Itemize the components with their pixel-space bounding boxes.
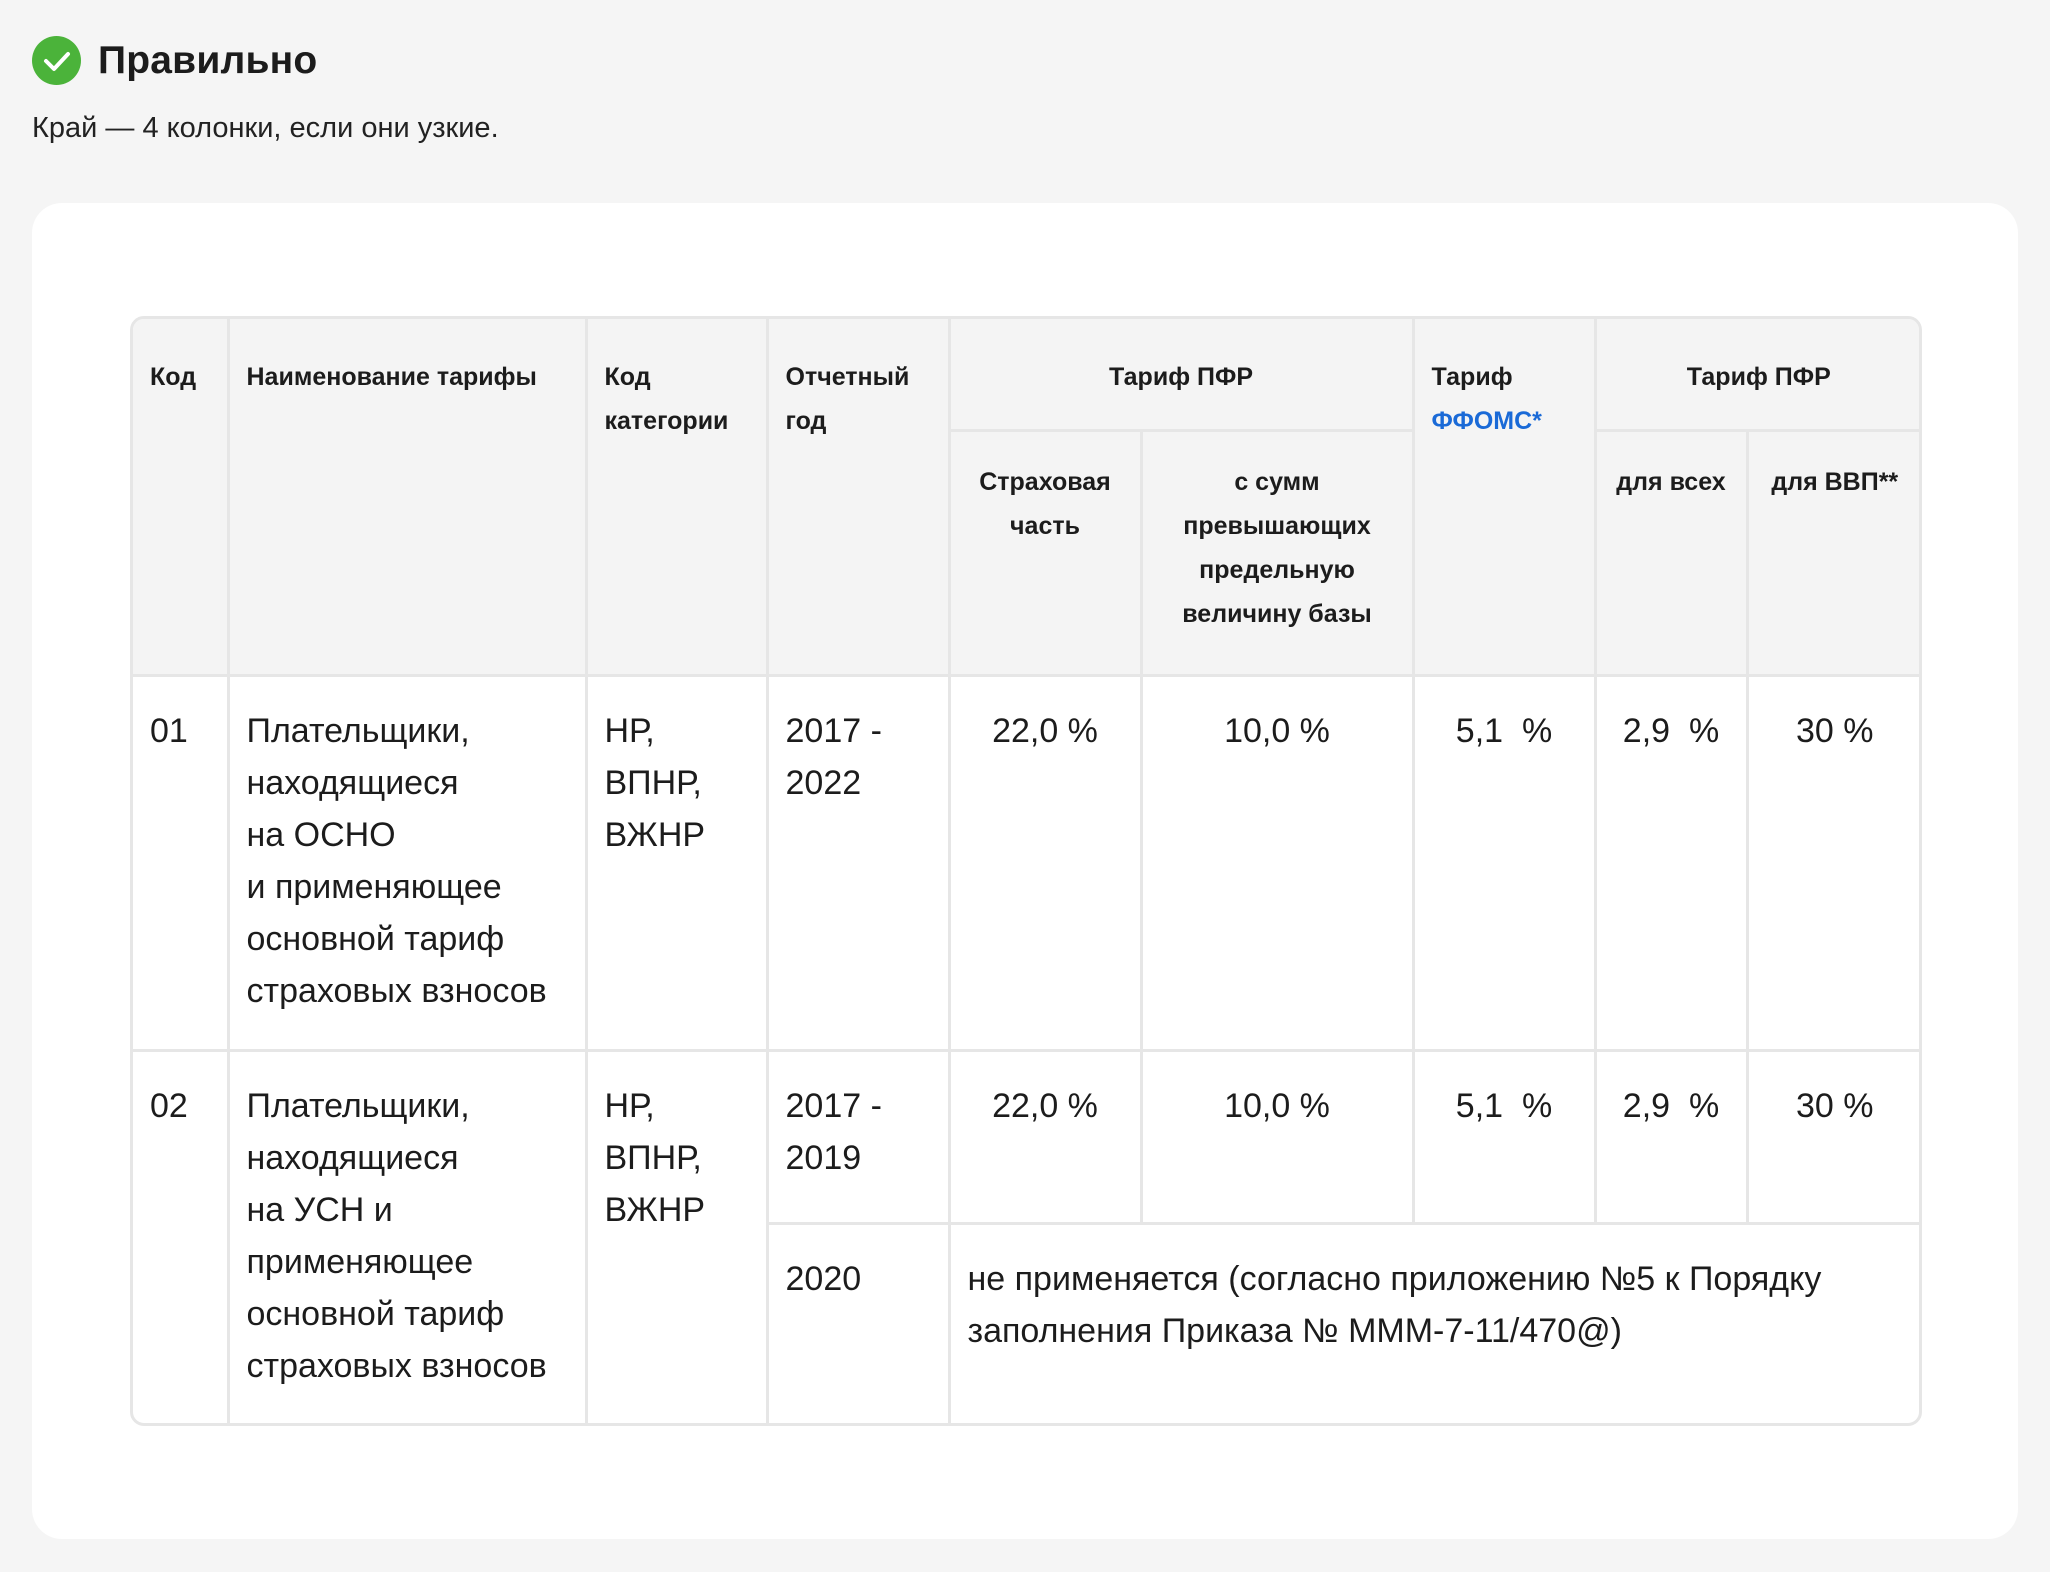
cell-name-line: находящиеся (246, 1138, 459, 1177)
header-excess-line2: превышающих (1183, 511, 1371, 540)
cell-note (949, 1223, 1921, 1425)
header-year-line1: Отчетный (785, 363, 910, 391)
table-row (133, 1050, 1921, 1223)
header (32, 36, 317, 85)
header-category-line1: Код (604, 363, 651, 391)
cell-excess: 10,0 % (1141, 1050, 1413, 1223)
header-insurance-line1: Страховая (979, 467, 1111, 496)
cell-category-line: ВПНР, (604, 763, 702, 802)
cell-for-all: 2,9 % (1595, 1050, 1747, 1223)
table-row (133, 675, 1921, 1050)
cell-year: 2020 (767, 1223, 949, 1425)
header-year (767, 319, 949, 675)
header-excess-line4: величину базы (1182, 599, 1372, 628)
cell-name-line: Плательщики, (246, 711, 470, 750)
header-row (133, 319, 1921, 430)
cell-for-vvp: 30 % (1747, 675, 1921, 1050)
cell-name-line: на УСН и (246, 1190, 393, 1229)
cell-name-line: и применяющее (246, 867, 502, 906)
cell-name-line: находящиеся (246, 763, 459, 802)
check-circle-icon (32, 36, 81, 85)
cell-category-line: ВЖНР (604, 1190, 706, 1229)
cell-ffoms: 5,1 % (1413, 675, 1595, 1050)
header-for-all: для всех (1595, 430, 1747, 675)
page-title: Правильно (98, 38, 318, 82)
header-excess-line1: с сумм (1234, 467, 1320, 496)
header-category (586, 319, 767, 675)
header-year-line2: год (785, 407, 827, 435)
cell-name (228, 1050, 586, 1425)
cell-category-line: НР, (604, 1086, 655, 1125)
cell-name-line: страховых взносов (246, 971, 547, 1010)
cell-year-line: 2022 (785, 763, 862, 802)
cell-category-line: НР, (604, 711, 655, 750)
cell-name-line: страховых взносов (246, 1346, 547, 1385)
cell-year-line: 2019 (785, 1138, 862, 1177)
caption: Край — 4 колонки, если они узкие. (32, 112, 499, 144)
header-excess (1141, 430, 1413, 675)
cell-year-line: 2017 - (785, 1086, 882, 1125)
cell-year-line: 2017 - (785, 711, 882, 750)
cell-category (586, 675, 767, 1050)
cell-name-line: основной тариф (246, 1294, 505, 1333)
cell-insurance: 22,0 % (949, 1050, 1141, 1223)
cell-name (228, 675, 586, 1050)
cell-note-line: не применяется (согласно приложению №5 к Порядку (967, 1259, 1822, 1298)
cell-year (767, 1050, 949, 1223)
cell-for-all: 2,9 % (1595, 675, 1747, 1050)
header-excess-line3: предельную (1199, 555, 1355, 584)
header-pfr-group-2: Тариф ПФР (1595, 319, 1921, 430)
cell-excess: 10,0 % (1141, 675, 1413, 1050)
header-ffoms-line1: Тариф (1431, 363, 1513, 391)
header-code: Код (133, 319, 228, 675)
cell-code: 02 (133, 1050, 228, 1425)
cell-name-line: на ОСНО (246, 815, 396, 854)
header-ffoms (1413, 319, 1595, 675)
cell-code: 01 (133, 675, 228, 1050)
ffoms-link[interactable]: ФФОМС* (1431, 407, 1542, 435)
cell-name-line: применяющее (246, 1242, 474, 1281)
cell-insurance: 22,0 % (949, 675, 1141, 1050)
cell-ffoms: 5,1 % (1413, 1050, 1595, 1223)
cell-name-line: Плательщики, (246, 1086, 470, 1125)
header-category-line2: категории (604, 407, 729, 435)
header-insurance (949, 430, 1141, 675)
header-name: Наименование тарифы (228, 319, 586, 675)
example-card (32, 203, 2018, 1539)
cell-category-line: ВЖНР (604, 815, 706, 854)
cell-name-line: основной тариф (246, 919, 505, 958)
cell-for-vvp: 30 % (1747, 1050, 1921, 1223)
cell-year (767, 675, 949, 1050)
cell-note-line: заполнения Приказа № МММ-7-11/470@) (967, 1311, 1622, 1350)
header-for-vvp: для ВВП** (1747, 430, 1921, 675)
header-pfr-group: Тариф ПФР (949, 319, 1413, 430)
cell-category-line: ВПНР, (604, 1138, 702, 1177)
tariff-table (130, 316, 1922, 1426)
cell-category (586, 1050, 767, 1425)
header-insurance-line2: часть (1010, 511, 1080, 540)
